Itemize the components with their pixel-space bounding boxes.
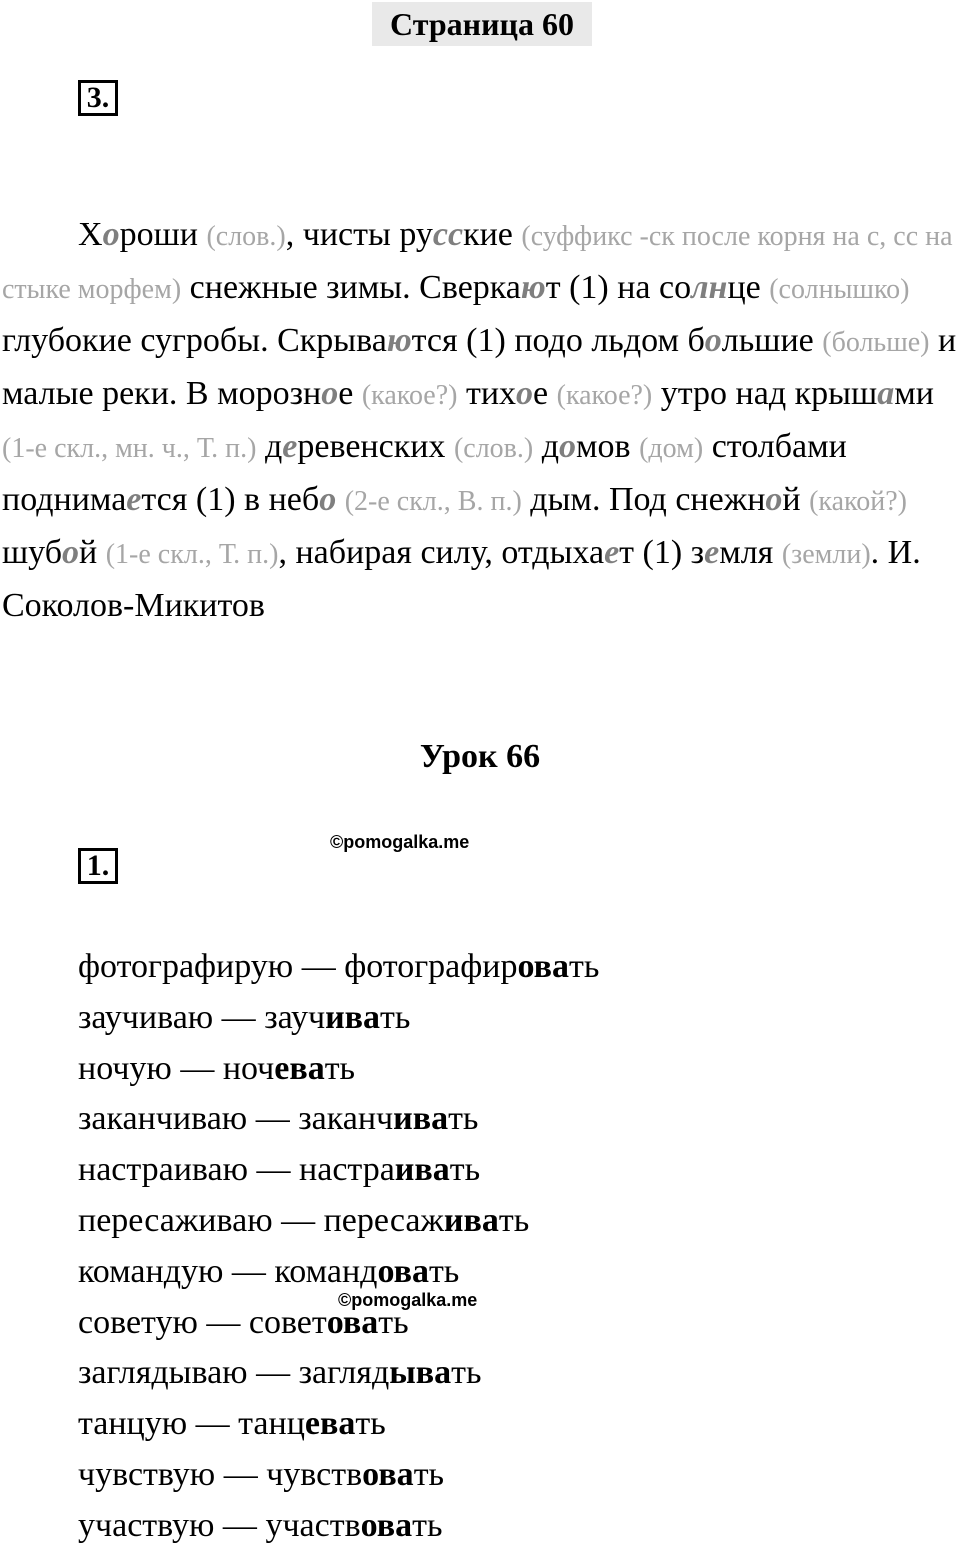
highlighted-letter: о — [319, 481, 337, 518]
grey-annotation: (суффикс -ск после корня на с, сс на стыке морфем) — [2, 221, 953, 305]
grey-annotation: (солнышко) — [769, 274, 910, 305]
grey-annotation: (больше) — [822, 327, 930, 358]
highlighted-letter: о — [62, 534, 80, 571]
suffix: ова — [326, 1303, 379, 1341]
word-pair: танцую — танцевать — [78, 1405, 386, 1443]
word-pair: участвую — участвовать — [78, 1506, 443, 1544]
suffix: ыва — [389, 1354, 452, 1392]
highlighted-letter: о — [765, 481, 783, 518]
page-title: Страница 60 — [372, 2, 592, 46]
grey-annotation: (слов.) — [453, 433, 534, 464]
suffix: ива — [443, 1201, 499, 1239]
highlighted-letter: ю — [386, 322, 412, 359]
word-pair: пересаживаю — пересаживать — [78, 1201, 530, 1239]
highlighted-letter: о — [321, 375, 339, 412]
highlighted-letter: ю — [520, 269, 546, 306]
suffix: ева — [304, 1405, 356, 1443]
watermark: ©pomogalka.me — [338, 1290, 478, 1310]
highlighted-letter: о — [704, 322, 722, 359]
task-number-1: 1. — [78, 848, 118, 884]
highlighted-letter: о — [102, 216, 120, 253]
suffix: ива — [394, 1151, 450, 1189]
grey-annotation: (дом) — [639, 433, 704, 464]
word-pair: заглядываю — заглядывать — [78, 1354, 482, 1392]
grey-annotation: (2-е скл., В. п.) — [344, 486, 522, 517]
highlighted-letter: сс — [432, 216, 464, 253]
task-3-paragraph: Хороши (слов.), чисты русские (суффикс -ск после корня на с, сс на стыке морфем) снежные зимы. Сверкают (1) на солнце (солнышко) глубокие сугробы. Скрываются (1) подо льдом большие (больше) и малые реки. В морозное (какое?) тихое (какое?) утро над крышами (1-е скл., мн. ч., Т. п.) деревенских (слов.) домов (дом) столбами поднимается (1) в небо (2-е скл., В. п.) дым. Под снежной (какой?) шубой (1-е скл., Т. п.), набирая силу, отдыхает (1) земля (земли). И. Соколов-Микитов — [2, 216, 957, 624]
word-pairs-list — [78, 942, 599, 1552]
word-pair: советую — советовать — [78, 1303, 409, 1341]
suffix: ева — [274, 1049, 325, 1087]
grey-annotation: (какой?) — [809, 486, 907, 517]
grey-annotation: (слов.) — [206, 221, 286, 252]
word-pair: настраиваю — настраивать — [78, 1151, 481, 1189]
highlighted-letter: о — [559, 428, 577, 465]
word-pair: заучиваю — заучивать — [78, 998, 411, 1036]
suffix: ова — [362, 1455, 414, 1493]
word-pair: командую — командовать — [78, 1252, 460, 1290]
word-pair: чувствую — чувствовать — [78, 1455, 445, 1493]
highlighted-letter: е — [704, 534, 720, 571]
word-pair: ночую — ночевать — [78, 1049, 356, 1087]
suffix: ова — [377, 1252, 429, 1290]
suffix: ива — [325, 998, 381, 1036]
watermark: ©pomogalka.me — [330, 832, 470, 852]
suffix: ова — [517, 948, 569, 985]
highlighted-letter: о — [516, 375, 534, 412]
highlighted-letter: е — [126, 481, 142, 518]
highlighted-letter: е — [604, 534, 620, 571]
grey-annotation: (земли) — [781, 539, 871, 570]
task-number-3: 3. — [78, 80, 118, 116]
word-pair: фотографирую — фотографировать — [78, 948, 600, 985]
highlighted-letter: а — [877, 375, 895, 412]
grey-annotation: (1-е скл., Т. п.) — [105, 539, 279, 570]
suffix: ива — [393, 1100, 449, 1138]
highlighted-letter: лн — [691, 269, 728, 306]
suffix: ова — [360, 1506, 413, 1544]
word-pair: заканчиваю — заканчивать — [78, 1100, 479, 1138]
grey-annotation: (какое?) — [361, 380, 458, 411]
grey-annotation: (1-е скл., мн. ч., Т. п.) — [2, 433, 257, 464]
highlighted-letter: е — [282, 428, 298, 465]
grey-annotation: (какое?) — [556, 380, 653, 411]
lesson-title: Урок 66 — [419, 738, 541, 775]
